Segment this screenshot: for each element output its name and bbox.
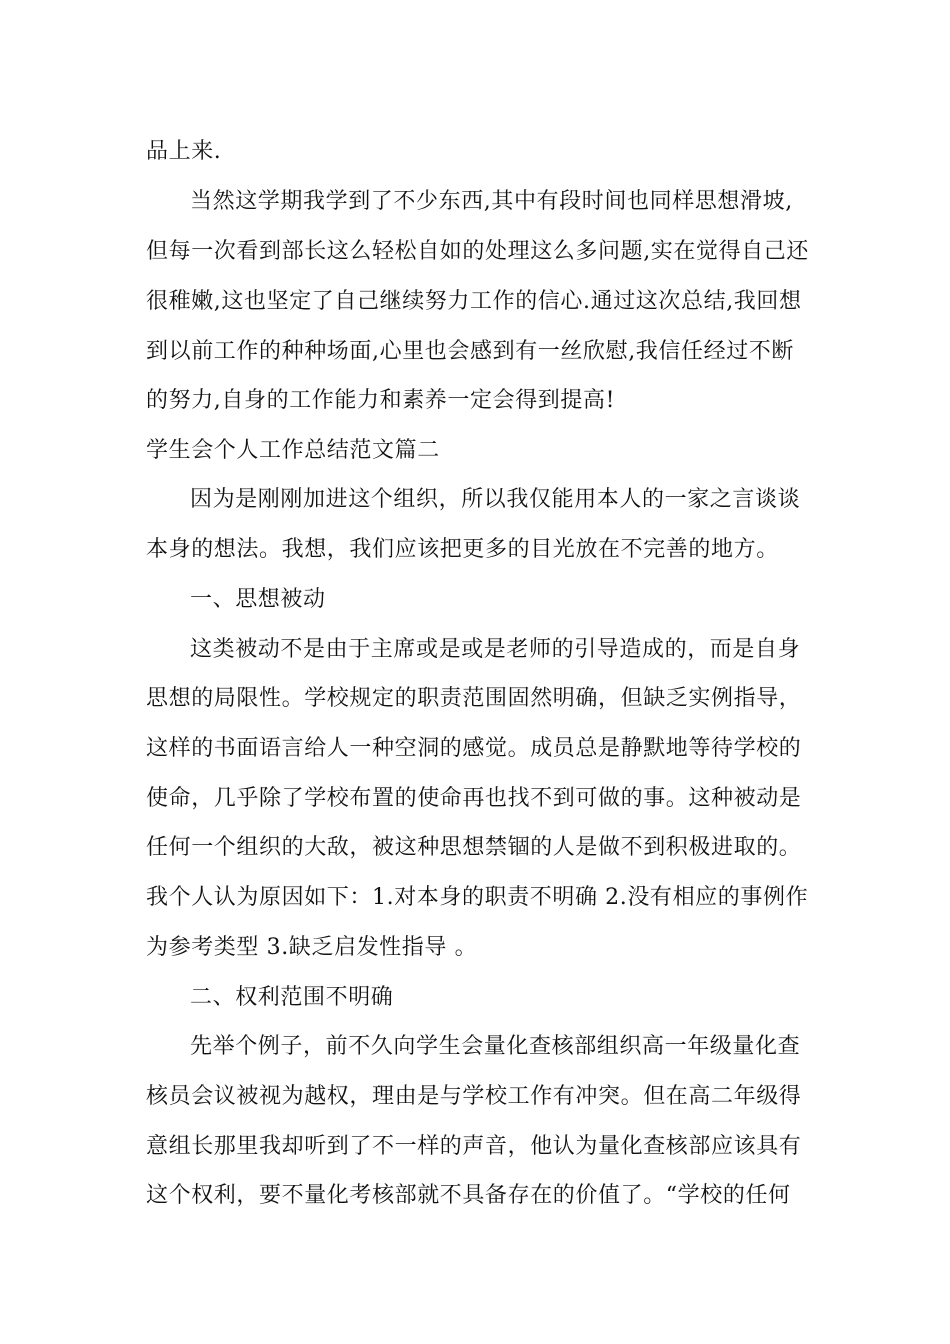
- text-line: 这样的书面语言给人一种空洞的感觉。成员总是静默地等待学校的: [146, 736, 802, 761]
- paragraph-start: 先举个例子，前不久向学生会量化查核部组织高一年级量化查: [190, 1034, 801, 1059]
- text-line: 品上来.: [146, 139, 222, 164]
- text-line: 思想的局限性。学校规定的职责范围固然明确，但缺乏实例指导，: [146, 686, 802, 711]
- text-line: 核员会议被视为越权，理由是与学校工作有冲突。但在高二年级得: [146, 1084, 802, 1109]
- text-line: 我个人认为原因如下：1.对本身的职责不明确 2.没有相应的事例作: [146, 885, 809, 910]
- paragraph-start: 这类被动不是由于主席或是或是老师的引导造成的，而是自身: [190, 637, 801, 662]
- text-line: 的努力,自身的工作能力和素养一定会得到提高!: [146, 388, 616, 413]
- heading-1: 一、思想被动: [190, 587, 326, 612]
- text-line: 任何一个组织的大敌，被这种思想禁锢的人是做不到积极进取的。: [146, 835, 802, 860]
- text-line: 使命，几乎除了学校布置的使命再也找不到可做的事。这种被动是: [146, 786, 802, 811]
- heading-2: 二、权利范围不明确: [190, 985, 394, 1010]
- text-line: 为参考类型 3.缺乏启发性指导 。: [146, 935, 478, 960]
- text-line: 但每一次看到部长这么轻松自如的处理这么多问题,实在觉得自己还: [146, 239, 809, 264]
- text-line: 这个权利，要不量化考核部就不具备存在的价值了。“学校的任何: [146, 1183, 791, 1208]
- section-title: 学生会个人工作总结范文篇二: [146, 438, 440, 463]
- text-line: 很稚嫩,这也坚定了自己继续努力工作的信心.通过这次总结,我回想: [146, 289, 802, 314]
- text-line: 意组长那里我却听到了不一样的声音，他认为量化查核部应该具有: [146, 1134, 802, 1159]
- text-line: 到以前工作的种种场面,心里也会感到有一丝欣慰,我信任经过不断: [146, 339, 794, 364]
- paragraph-start: 因为是刚刚加进这个组织，所以我仅能用本人的一家之言谈谈: [190, 487, 801, 512]
- paragraph-start: 当然这学期我学到了不少东西,其中有段时间也同样思想滑坡,: [190, 189, 793, 214]
- text-line: 本身的想法。我想，我们应该把更多的目光放在不完善的地方。: [146, 537, 779, 562]
